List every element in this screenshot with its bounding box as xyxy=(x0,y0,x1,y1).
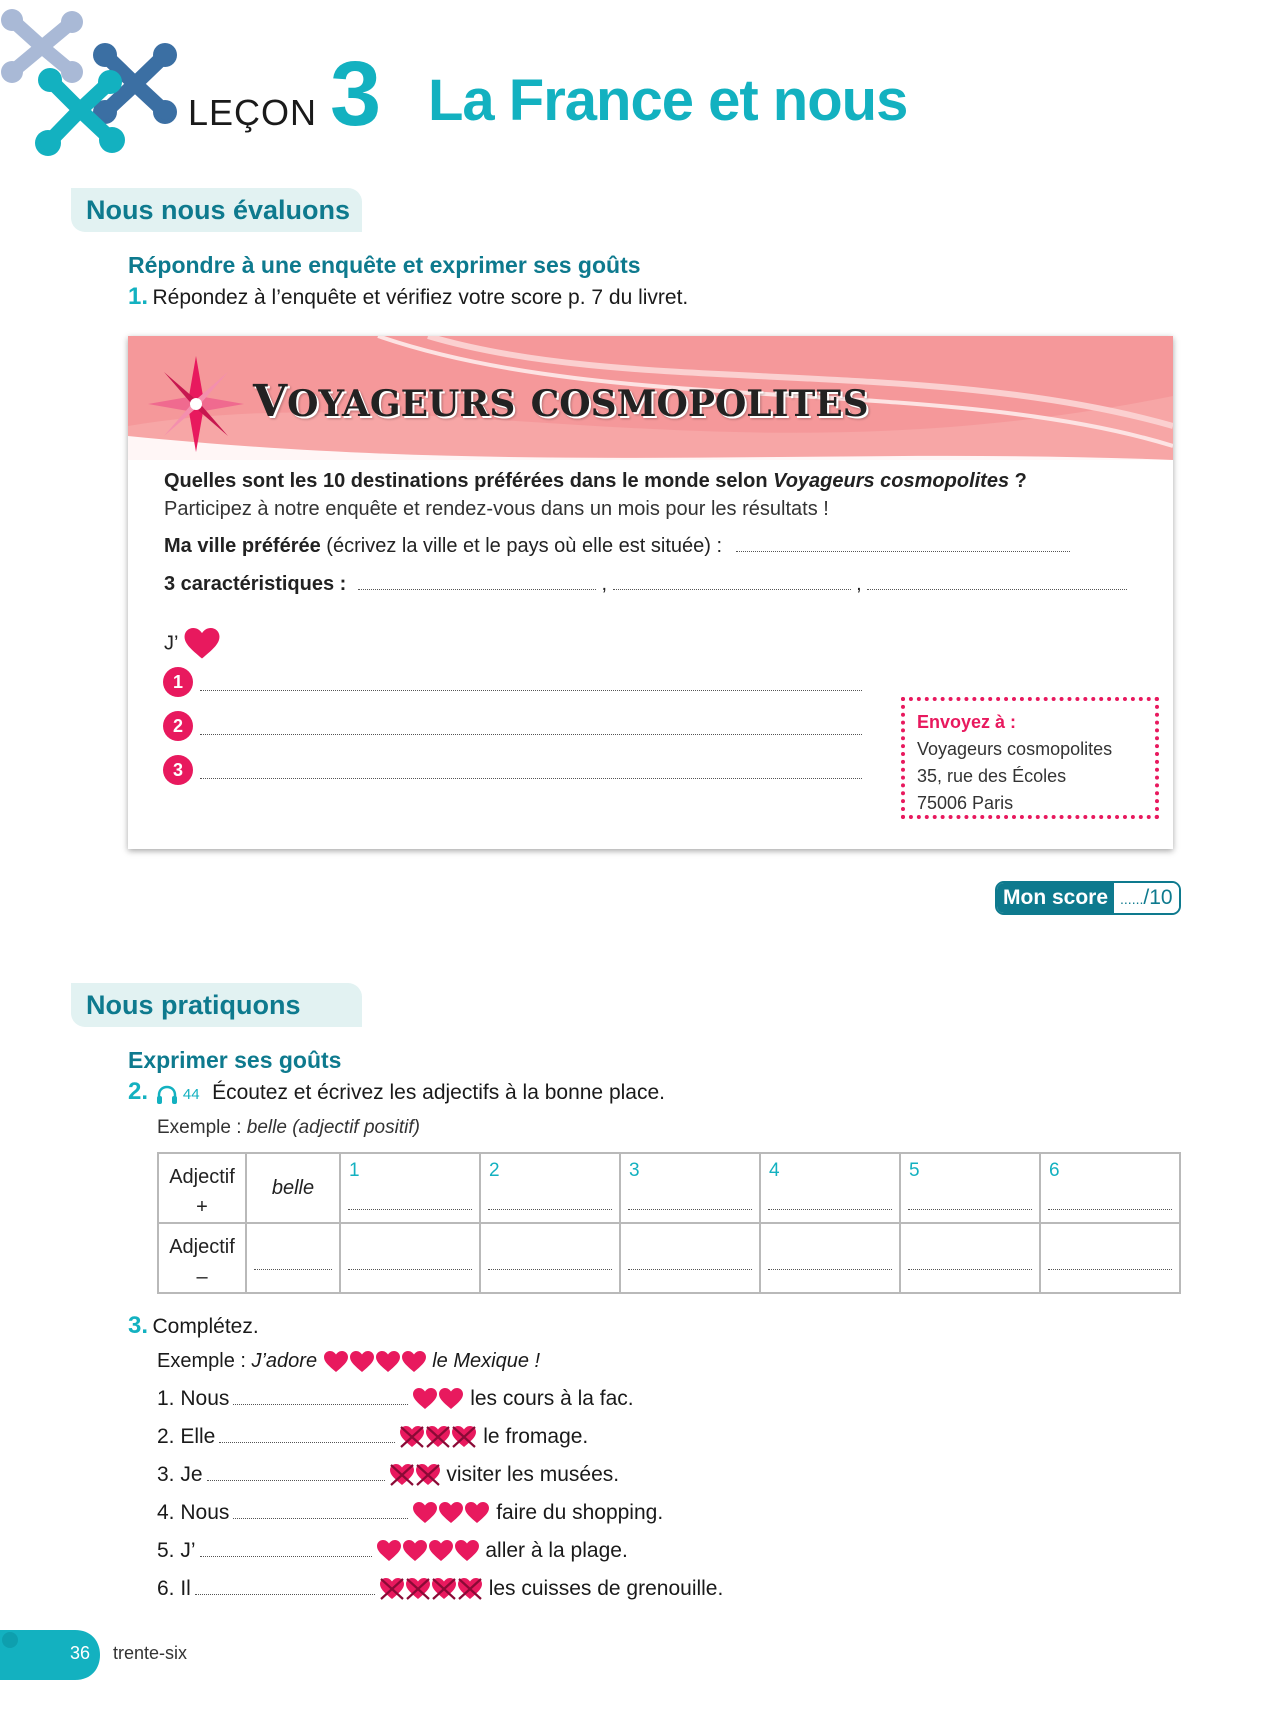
answer-blank[interactable] xyxy=(200,1540,372,1557)
heart-icon xyxy=(412,1387,438,1411)
subheading-gouts: Exprimer ses goûts xyxy=(128,1047,342,1073)
heart-icon xyxy=(438,1387,464,1411)
table-row-negative xyxy=(158,1223,1180,1293)
send-line-3: 75006 Paris xyxy=(917,793,1014,813)
line-hearts xyxy=(389,1463,441,1486)
example-cell-text: belle xyxy=(271,1176,315,1199)
exercise-2-instruction xyxy=(128,1078,665,1106)
crossed-heart-icon xyxy=(451,1425,477,1449)
column-number: 3 xyxy=(629,1160,640,1181)
line-subject: 6. Il xyxy=(157,1577,191,1600)
send-line-2: 35, rue des Écoles xyxy=(917,766,1067,786)
ville-input-line[interactable] xyxy=(736,535,1070,552)
completion-line xyxy=(157,1498,663,1528)
exercise-3-text: Complétez. xyxy=(152,1315,259,1338)
carac-input-1[interactable] xyxy=(358,573,596,590)
item-number-1: 1 xyxy=(163,667,193,697)
exercise-3-example-post: le Mexique ! xyxy=(432,1350,541,1372)
exercise-3-instruction xyxy=(128,1312,259,1340)
section-tab-pratiquons: Nous pratiquons xyxy=(71,983,362,1027)
carac-input-3[interactable] xyxy=(867,573,1127,590)
line-hearts xyxy=(376,1539,480,1562)
exercise-2-text: Écoutez et écrivez les adjectifs à la bonne place. xyxy=(212,1081,665,1104)
heart-icon xyxy=(464,1501,490,1525)
table-row-positive xyxy=(158,1153,1180,1223)
heart-icon xyxy=(401,1350,427,1374)
heart-icon xyxy=(376,1539,402,1563)
row-label-positive-a: Adjectif xyxy=(169,1166,235,1188)
send-line-1: Voyageurs cosmopolites xyxy=(917,739,1113,759)
line-rest: visiter les musées. xyxy=(440,1463,620,1486)
survey-invite: Participez à notre enquête et rendez-vous dans un mois pour les résultats ! xyxy=(164,498,829,520)
crossed-heart-icon xyxy=(405,1577,431,1601)
answer-blank[interactable] xyxy=(233,1502,408,1519)
card-title xyxy=(253,376,869,427)
score-blank: ...... xyxy=(1120,891,1144,907)
lecon-label: LEÇON xyxy=(188,92,318,133)
table-cell[interactable] xyxy=(620,1153,760,1223)
table-cell[interactable] xyxy=(480,1153,620,1223)
score-value[interactable] xyxy=(1114,883,1179,913)
send-address-box xyxy=(901,697,1159,819)
column-number: 2 xyxy=(489,1160,500,1181)
caracteristiques-label: 3 caractéristiques : xyxy=(164,573,347,595)
heart-icon xyxy=(438,1501,464,1525)
jaime-row xyxy=(164,628,220,660)
row-label-positive-b: + xyxy=(196,1196,208,1218)
table-cell[interactable] xyxy=(480,1223,620,1293)
table-cell[interactable] xyxy=(760,1153,900,1223)
exercise-1-instruction xyxy=(128,283,688,311)
card-title-word2: COSMOPOLITES xyxy=(530,383,869,425)
example-hearts xyxy=(323,1350,427,1372)
heart-icon xyxy=(375,1350,401,1374)
survey-question-end: ? xyxy=(1009,470,1027,492)
score-label: Mon score xyxy=(997,883,1114,913)
crossed-heart-icon xyxy=(389,1463,415,1487)
page-title: La France et nous xyxy=(428,68,908,133)
heart-icon xyxy=(323,1350,349,1374)
crossed-heart-icon xyxy=(431,1577,457,1601)
line-subject: 4. Nous xyxy=(157,1501,230,1524)
exercise-1-number: 1. xyxy=(128,283,149,310)
line-hearts xyxy=(412,1501,490,1524)
ville-hint: (écrivez la ville et le pays où elle est située) : xyxy=(320,535,723,557)
survey-question-italic: Voyageurs cosmopolites xyxy=(773,470,1010,492)
line-rest: aller à la plage. xyxy=(479,1539,628,1562)
column-number: 6 xyxy=(1049,1160,1060,1181)
ville-row xyxy=(164,535,1070,558)
row-label-negative-a: Adjectif xyxy=(169,1236,235,1258)
heart-icon xyxy=(402,1539,428,1563)
exercise-3-number: 3. xyxy=(128,1312,149,1339)
exercise-1-text: Répondez à l’enquête et vérifiez votre score p. 7 du livret. xyxy=(152,286,689,309)
table-cell[interactable] xyxy=(340,1223,480,1293)
exercise-2-example-text: belle (adjectif positif) xyxy=(246,1117,420,1138)
page-number: 36 xyxy=(70,1643,91,1663)
crossed-heart-icon xyxy=(379,1577,405,1601)
line-subject: 2. Elle xyxy=(157,1425,216,1448)
table-cell[interactable] xyxy=(900,1153,1040,1223)
section-tab-evaluons: Nous nous évaluons xyxy=(71,188,362,232)
caracteristiques-row: 3 caractéristiques : , , xyxy=(164,573,1127,596)
column-number: 5 xyxy=(909,1160,920,1181)
answer-blank[interactable] xyxy=(233,1388,408,1405)
line-rest: les cours à la fac. xyxy=(464,1387,634,1410)
row-label-negative-b: – xyxy=(196,1266,208,1288)
page-word: trente-six xyxy=(113,1643,188,1663)
heart-icon xyxy=(454,1539,480,1563)
survey-question-text: Quelles sont les 10 destinations préférées dans le monde selon xyxy=(164,470,774,492)
jaime-prefix: J’ xyxy=(164,632,179,655)
line-subject: 5. J’ xyxy=(157,1539,196,1562)
lecon-logo xyxy=(0,0,185,160)
crossed-heart-icon xyxy=(415,1463,441,1487)
lecon-number: 3 xyxy=(330,43,382,145)
line-subject: 3. Je xyxy=(157,1463,203,1486)
answer-blank[interactable] xyxy=(207,1464,385,1481)
line-hearts xyxy=(399,1425,477,1448)
row-label-negative xyxy=(158,1223,246,1293)
completion-line xyxy=(157,1384,634,1414)
line-rest: les cuisses de grenouille. xyxy=(482,1577,724,1600)
ville-label: Ma ville préférée xyxy=(164,535,321,557)
table-cell[interactable] xyxy=(1040,1223,1180,1293)
crossed-heart-icon xyxy=(457,1577,483,1601)
row-label-positive xyxy=(158,1153,246,1223)
item-input-3[interactable] xyxy=(200,778,862,779)
line-subject: 1. Nous xyxy=(157,1387,230,1410)
column-number: 1 xyxy=(349,1160,360,1181)
adjectives-table xyxy=(157,1152,1181,1294)
subheading-enquete: Répondre à une enquête et exprimer ses goûts xyxy=(128,252,641,278)
answer-blank[interactable] xyxy=(195,1578,375,1595)
answer-blank[interactable] xyxy=(219,1426,395,1443)
completion-line xyxy=(157,1460,619,1490)
item-input-2[interactable] xyxy=(200,734,862,735)
exercise-3-example-label: Exemple : xyxy=(157,1350,252,1372)
audio-track-number: 44 xyxy=(182,1086,200,1103)
heart-icon xyxy=(412,1501,438,1525)
score-box xyxy=(995,881,1181,915)
item-number-3: 3 xyxy=(163,755,193,785)
column-number: 4 xyxy=(769,1160,780,1181)
line-hearts xyxy=(412,1387,464,1410)
carac-input-2[interactable] xyxy=(613,573,851,590)
exercise-2-number: 2. xyxy=(128,1078,149,1105)
table-cell[interactable] xyxy=(1040,1153,1180,1223)
survey-card xyxy=(128,336,1173,849)
completion-line xyxy=(157,1536,628,1566)
heart-icon xyxy=(184,628,220,660)
survey-question xyxy=(164,470,1027,493)
item-number-2: 2 xyxy=(163,711,193,741)
heart-icon xyxy=(428,1539,454,1563)
table-cell[interactable] xyxy=(340,1153,480,1223)
heart-icon xyxy=(349,1350,375,1374)
exercise-3-example-pre: J’adore xyxy=(251,1350,318,1372)
send-label: Envoyez à : xyxy=(917,712,1017,732)
completion-line xyxy=(157,1422,588,1452)
exercise-2-example xyxy=(157,1117,420,1139)
exercise-2-example-label: Exemple : xyxy=(157,1117,247,1138)
line-rest: le fromage. xyxy=(477,1425,589,1448)
line-rest: faire du shopping. xyxy=(490,1501,664,1524)
crossed-heart-icon xyxy=(425,1425,451,1449)
table-cell[interactable] xyxy=(246,1223,340,1293)
completion-line xyxy=(157,1574,723,1604)
line-hearts xyxy=(379,1577,483,1600)
table-cell[interactable] xyxy=(620,1223,760,1293)
crossed-heart-icon xyxy=(399,1425,425,1449)
table-cell[interactable] xyxy=(900,1223,1040,1293)
compass-star-icon xyxy=(148,356,244,452)
table-cell[interactable] xyxy=(760,1223,900,1293)
score-total: /10 xyxy=(1143,886,1173,909)
item-input-1[interactable] xyxy=(200,690,862,691)
example-cell xyxy=(246,1153,340,1223)
exercise-3-example xyxy=(157,1346,540,1376)
audio-headphones-icon[interactable] xyxy=(156,1085,178,1105)
card-title-rest: OYAGEURS xyxy=(287,383,516,425)
card-title-initial: V xyxy=(253,376,288,427)
